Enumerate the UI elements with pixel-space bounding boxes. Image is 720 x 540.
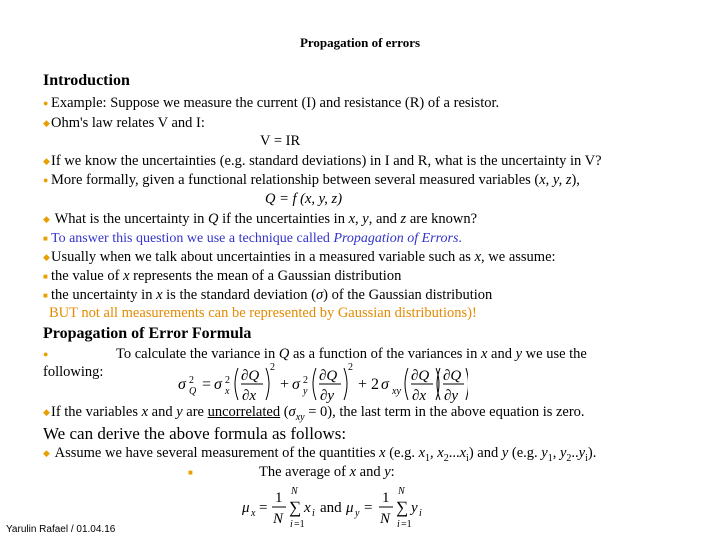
bullet-icon: ■ bbox=[43, 234, 48, 243]
svg-text:+: + bbox=[280, 376, 290, 393]
svg-text:x: x bbox=[225, 386, 230, 397]
bullet-icon: ◆ bbox=[43, 118, 50, 128]
svg-text:∂Q: ∂Q bbox=[443, 368, 462, 384]
svg-text:xy: xy bbox=[392, 386, 401, 397]
svg-text:y: y bbox=[411, 500, 418, 516]
svg-text:and: and bbox=[320, 500, 342, 516]
svg-text:N: N bbox=[291, 486, 298, 497]
svg-text:∂y: ∂y bbox=[444, 388, 459, 404]
svg-text:=1: =1 bbox=[401, 519, 412, 530]
bullet-icon: ■ bbox=[188, 468, 193, 477]
svg-text:μ: μ bbox=[346, 500, 354, 516]
page-title: Propagation of errors bbox=[299, 35, 421, 50]
svg-text:i: i bbox=[419, 508, 422, 519]
gaussian-warning: BUT not all measurements can be represented by Gaussian distributions)! bbox=[49, 305, 477, 321]
footer-author-date: Yarulin Rafael / 01.04.16 bbox=[6, 524, 116, 535]
svg-text:N: N bbox=[398, 486, 405, 497]
propagation-formula-heading: Propagation of Error Formula bbox=[43, 325, 252, 342]
formula-bullet-1-continued: following: bbox=[43, 364, 104, 380]
intro-bullet-7: ◆Usually when we talk about uncertainties in a measured variable such as x, we assume: bbox=[43, 249, 556, 265]
ohm-equation: V = IR bbox=[260, 133, 301, 149]
svg-text:σ: σ bbox=[214, 376, 222, 393]
formula-bullet-2: ◆If the variables x and y are uncorrelated $(\sigma_{xy} = 0)$, the last term in the above equation is zero. bbox=[43, 404, 585, 423]
svg-text:∂Q: ∂Q bbox=[411, 368, 430, 384]
variance-formula bbox=[178, 362, 468, 406]
svg-text:2: 2 bbox=[270, 362, 275, 373]
derivation-heading: We can derive the above formula as follows: bbox=[43, 424, 347, 443]
intro-bullet-9: ■ the uncertainty in x is the standard deviation (σ) of the Gaussian distribution bbox=[43, 287, 493, 303]
svg-text:∑: ∑ bbox=[396, 498, 409, 517]
svg-text:i: i bbox=[290, 519, 293, 530]
bullet-icon: ◆ bbox=[43, 214, 50, 224]
svg-text:x: x bbox=[304, 500, 311, 516]
svg-text:2: 2 bbox=[303, 375, 308, 386]
svg-text:Q: Q bbox=[189, 386, 197, 397]
svg-text:μ: μ bbox=[242, 500, 250, 516]
intro-bullet-2: ◆Ohm's law relates V and I: bbox=[43, 115, 205, 131]
formula-bullet-1: ● To calculate the variance in Q as a function of the variances in x and y we use the bbox=[43, 346, 587, 362]
svg-text:=1: =1 bbox=[294, 519, 305, 530]
intro-bullet-8: ■ the value of x represents the mean of a Gaussian distribution bbox=[43, 268, 402, 284]
bullet-icon: ◆ bbox=[43, 252, 50, 262]
average-formula bbox=[240, 484, 430, 530]
svg-text:2: 2 bbox=[348, 362, 353, 373]
svg-text:2: 2 bbox=[189, 375, 194, 386]
svg-text:1: 1 bbox=[275, 490, 283, 506]
derive-bullet-2: ■ The average of x and y: bbox=[188, 464, 395, 480]
svg-text:2: 2 bbox=[225, 375, 230, 386]
svg-text:y: y bbox=[355, 508, 360, 519]
svg-text:∂Q: ∂Q bbox=[319, 368, 338, 384]
svg-text:σ: σ bbox=[292, 376, 300, 393]
svg-text:x: x bbox=[251, 508, 256, 519]
introduction-heading: Introduction bbox=[43, 72, 130, 89]
bullet-icon: ◆ bbox=[43, 407, 50, 417]
bullet-icon: ● bbox=[43, 349, 49, 359]
svg-text:σ: σ bbox=[178, 376, 186, 393]
svg-text:N: N bbox=[273, 511, 284, 527]
intro-bullet-4: ● More formally, given a functional relationship between several measured variables (x, y, z), bbox=[43, 172, 580, 188]
derive-bullet-1: ◆ Assume we have several measurement of the quantities x (e.g. $x_1$, $x_2...x_i$) and y (e.g. $y_1$, $y_2..y_i$). bbox=[43, 445, 597, 464]
q-function-equation: Q = f (x, y, z) bbox=[265, 191, 343, 207]
svg-text:∂Q: ∂Q bbox=[241, 368, 260, 384]
svg-text:=: = bbox=[259, 500, 268, 516]
svg-text:i: i bbox=[397, 519, 400, 530]
bullet-icon: ● bbox=[43, 98, 49, 108]
svg-text:=: = bbox=[364, 500, 373, 516]
svg-text:∂x: ∂x bbox=[412, 388, 427, 404]
bullet-icon: ■ bbox=[43, 272, 48, 281]
bullet-icon: ◆ bbox=[43, 156, 50, 166]
svg-text:=: = bbox=[202, 376, 212, 393]
svg-text:y: y bbox=[303, 386, 308, 397]
svg-text:∂x: ∂x bbox=[242, 388, 257, 404]
intro-bullet-1: ● Example: Suppose we measure the current (I) and resistance (R) of a resistor. bbox=[43, 95, 500, 111]
svg-text:σ: σ bbox=[381, 376, 389, 393]
svg-text:+ 2: + 2 bbox=[358, 376, 380, 393]
svg-text:1: 1 bbox=[382, 490, 390, 506]
svg-text:N: N bbox=[380, 511, 391, 527]
svg-text:∑: ∑ bbox=[289, 498, 302, 517]
intro-bullet-5: ◆ What is the uncertainty in Q if the uncertainties in x, y, and z are known? bbox=[43, 211, 478, 227]
intro-bullet-6: ■ To answer this question we use a technique called Propagation of Errors. bbox=[43, 231, 462, 246]
bullet-icon: ◆ bbox=[43, 448, 50, 458]
svg-text:∂y: ∂y bbox=[320, 388, 335, 404]
bullet-icon: ● bbox=[43, 175, 49, 185]
bullet-icon: ■ bbox=[43, 291, 48, 300]
svg-text:i: i bbox=[312, 508, 315, 519]
intro-bullet-3: ◆If we know the uncertainties (e.g. standard deviations) in I and R, what is the uncertainty in V? bbox=[43, 153, 602, 169]
